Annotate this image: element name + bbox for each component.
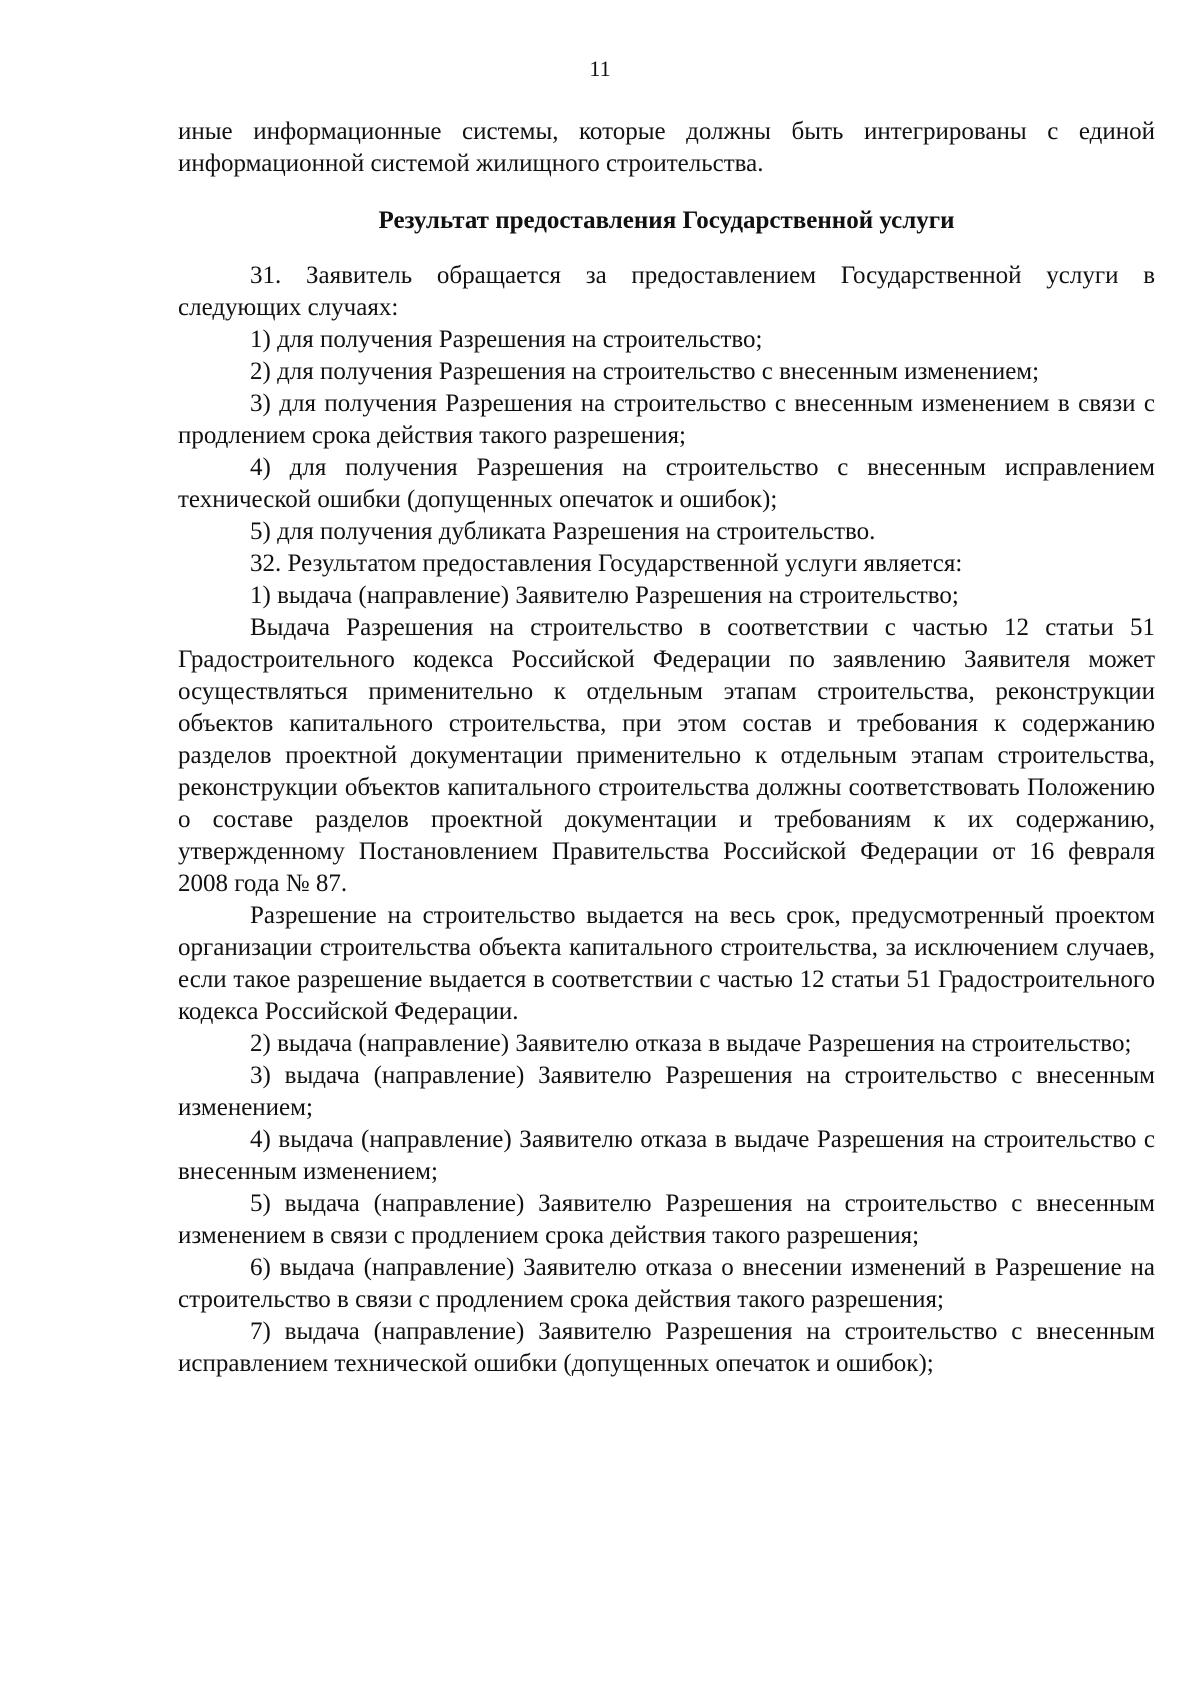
list-item: 4) выдача (направление) Заявителю отказа в выдаче Разрешения на строительство с внесенным изменением; bbox=[178, 1126, 1155, 1185]
list-item: 7) выдача (направление) Заявителю Разрешения на строительство с внесенным исправлением технической ошибки (допущенных опечаток и ошибок); bbox=[178, 1318, 1155, 1377]
paragraph: 31. Заявитель обращается за предоставлением Государственной услуги в следующих случаях: bbox=[178, 262, 1155, 321]
paragraph: иные информационные системы, которые должны быть интегрированы с единой информационной системой жилищного строительства. bbox=[178, 118, 1155, 177]
list-item: 4) для получения Разрешения на строительство с внесенным исправлением технической ошибки (допущенных опечаток и ошибок); bbox=[178, 454, 1155, 513]
list-item: 6) выдача (направление) Заявителю отказа о внесении изменений в Разрешение на строительство в связи с продлением срока действия такого разрешения; bbox=[178, 1254, 1155, 1313]
section-heading: Результат предоставления Государственной услуги bbox=[378, 207, 955, 234]
paragraph: 32. Результатом предоставления Государственной услуги является: bbox=[250, 550, 963, 577]
page-number: 11 bbox=[589, 56, 611, 81]
list-item: 5) для получения дубликата Разрешения на строительство. bbox=[250, 518, 876, 545]
paragraph: Выдача Разрешения на строительство в соответствии с частью 12 статьи 51 Градостроительного кодекса Российской Федерации по заявлению Заявителя может осуществляться применительно к отдельным этапам строительства, реконструкции объектов капитального строительства, при этом состав и требования к содержанию разделов проектной документации применительно к отдельным этапам строительства, реконструкции объектов капитального строительства должны соответствовать Положению о составе разделов проектной документации и требованиям к их содержанию, утвержденному Постановлением Правительства Российской Федерации от 16 февраля 2008 года № 87. bbox=[178, 614, 1155, 897]
list-item: 3) выдача (направление) Заявителю Разрешения на строительство с внесенным изменением; bbox=[178, 1062, 1155, 1121]
list-item: 1) для получения Разрешения на строительство; bbox=[250, 326, 763, 353]
document-body bbox=[178, 116, 1155, 1380]
list-item: 2) для получения Разрешения на строительство с внесенным изменением; bbox=[250, 358, 1040, 385]
list-item: 5) выдача (направление) Заявителю Разрешения на строительство с внесенным изменением в связи с продлением срока действия такого разрешения; bbox=[178, 1190, 1155, 1249]
paragraph: Разрешение на строительство выдается на весь срок, предусмотренный проектом организации строительства объекта капитального строительства, за исключением случаев, если такое разрешение выдается в соответствии с частью 12 статьи 51 Градостроительного кодекса Российской Федерации. bbox=[178, 902, 1155, 1025]
list-item: 3) для получения Разрешения на строительство с внесенным изменением в связи с продлением срока действия такого разрешения; bbox=[178, 390, 1155, 449]
list-item: 2) выдача (направление) Заявителю отказа в выдаче Разрешения на строительство; bbox=[250, 1030, 1132, 1057]
list-item: 1) выдача (направление) Заявителю Разрешения на строительство; bbox=[250, 582, 959, 609]
